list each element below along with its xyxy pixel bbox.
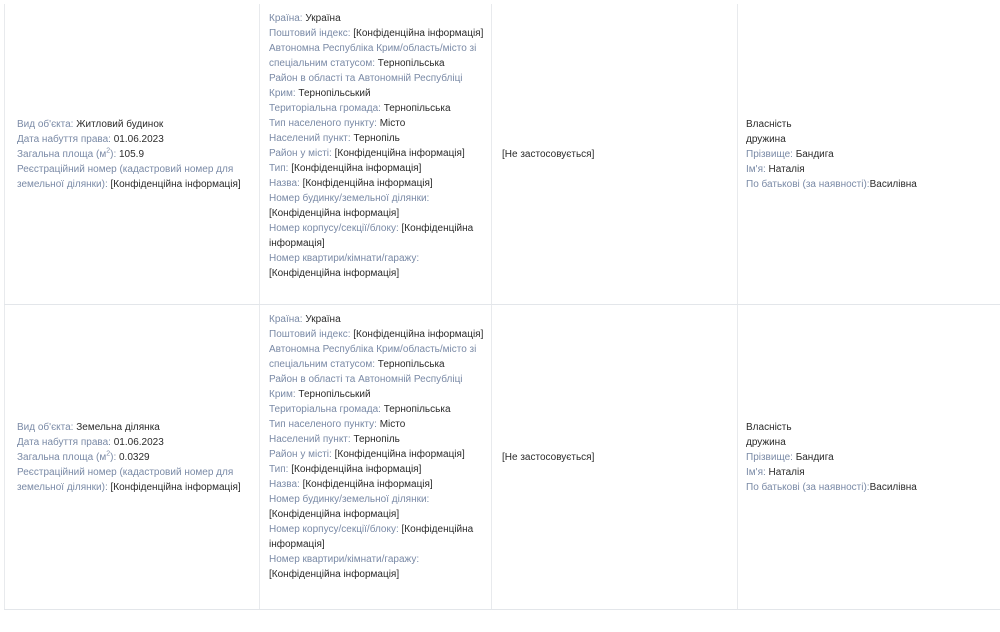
block-number-value: [Конфіденційна інформація] bbox=[269, 223, 474, 249]
type-value: [Конфіденційна інформація] bbox=[291, 464, 422, 475]
block-number-label: Номер корпусу/секції/блоку: bbox=[269, 524, 402, 535]
owner-cell bbox=[738, 305, 1000, 609]
reg-number-value: [Конфіденційна інформація] bbox=[110, 178, 241, 190]
patronymic-label: По батькові (за наявності): bbox=[746, 481, 870, 493]
country-label: Країна: bbox=[269, 13, 306, 24]
house-number-label: Номер будинку/земельної ділянки: bbox=[269, 494, 430, 505]
apartment-number-value: [Конфіденційна інформація] bbox=[269, 268, 400, 279]
community-value: Тернопільська bbox=[383, 404, 451, 415]
area-value: 0.0329 bbox=[119, 451, 150, 463]
first-name-label: Ім'я: bbox=[746, 163, 769, 175]
settlement-value: Тернопіль bbox=[353, 133, 400, 144]
area-value: 105.9 bbox=[119, 148, 145, 160]
object-type-value: Житловий будинок bbox=[76, 118, 164, 130]
settlement-type-label: Тип населеного пункту: bbox=[269, 419, 380, 430]
apartment-number-label: Номер квартири/кімнати/гаражу: bbox=[269, 253, 420, 264]
apartment-number-value: [Конфіденційна інформація] bbox=[269, 569, 400, 580]
acquired-date-value: 01.06.2023 bbox=[113, 436, 164, 448]
block-number-value: [Конфіденційна інформація] bbox=[269, 524, 474, 550]
settlement-type-value: Місто bbox=[379, 419, 406, 430]
name-value: [Конфіденційна інформація] bbox=[302, 178, 433, 189]
not-applicable-text: [Не застосовується] bbox=[502, 451, 595, 463]
reg-number-label: Реєстраційний номер (кадастровий номер для земельної ділянки): bbox=[17, 466, 234, 493]
acquired-date-label: Дата набуття права: bbox=[17, 436, 114, 448]
city-district-value: [Конфіденційна інформація] bbox=[334, 449, 465, 460]
city-district-value: [Конфіденційна інформація] bbox=[334, 148, 465, 159]
type-value: [Конфіденційна інформація] bbox=[291, 163, 422, 174]
name-label: Назва: bbox=[269, 479, 303, 490]
right-type: Власність bbox=[746, 118, 792, 130]
table-row bbox=[4, 305, 1000, 610]
address-cell bbox=[260, 4, 492, 304]
region-label: Автономна Республіка Крим/область/місто зі спеціальним статусом: bbox=[269, 344, 477, 370]
settlement-label: Населений пункт: bbox=[269, 434, 354, 445]
surname-value: Бандига bbox=[795, 148, 834, 160]
type-label: Тип: bbox=[269, 163, 292, 174]
type-label: Тип: bbox=[269, 464, 292, 475]
address-cell bbox=[260, 305, 492, 609]
area-label: Загальна площа $(м^2)$: bbox=[17, 147, 119, 160]
first-name-value: Наталія bbox=[768, 163, 805, 175]
not-applicable-cell bbox=[492, 4, 738, 304]
settlement-value: Тернопіль bbox=[353, 434, 400, 445]
settlement-label: Населений пункт: bbox=[269, 133, 354, 144]
object-info-cell bbox=[4, 305, 260, 609]
region-value: Тернопільська bbox=[377, 58, 445, 69]
district-label: Район в області та Автономній Республіці Крим: bbox=[269, 73, 463, 99]
country-value: Україна bbox=[305, 314, 341, 325]
region-value: Тернопільська bbox=[377, 359, 445, 370]
patronymic-label: По батькові (за наявності): bbox=[746, 178, 870, 190]
district-value: Тернопільський bbox=[298, 389, 371, 400]
region-label: Автономна Республіка Крим/область/місто зі спеціальним статусом: bbox=[269, 43, 477, 69]
surname-label: Прізвище: bbox=[746, 451, 796, 463]
patronymic-value: Василівна bbox=[869, 481, 917, 493]
owner-relation: дружина bbox=[746, 133, 786, 145]
city-district-label: Район у місті: bbox=[269, 148, 335, 159]
object-type-label: Вид об'єкта: bbox=[17, 118, 77, 130]
country-value: Україна bbox=[305, 13, 341, 24]
district-label: Район в області та Автономній Республіці Крим: bbox=[269, 374, 463, 400]
city-district-label: Район у місті: bbox=[269, 449, 335, 460]
patronymic-value: Василівна bbox=[869, 178, 917, 190]
house-number-label: Номер будинку/земельної ділянки: bbox=[269, 193, 430, 204]
property-table bbox=[4, 4, 1000, 610]
house-number-value: [Конфіденційна інформація] bbox=[269, 208, 400, 219]
owner-cell bbox=[738, 4, 1000, 304]
reg-number-label: Реєстраційний номер (кадастровий номер для земельної ділянки): bbox=[17, 163, 234, 190]
first-name-value: Наталія bbox=[768, 466, 805, 478]
postal-value: [Конфіденційна інформація] bbox=[353, 28, 484, 39]
apartment-number-label: Номер квартири/кімнати/гаражу: bbox=[269, 554, 420, 565]
country-label: Країна: bbox=[269, 314, 306, 325]
acquired-date-value: 01.06.2023 bbox=[113, 133, 164, 145]
object-info-cell bbox=[4, 4, 260, 304]
reg-number-value: [Конфіденційна інформація] bbox=[110, 481, 241, 493]
first-name-label: Ім'я: bbox=[746, 466, 769, 478]
community-label: Територіальна громада: bbox=[269, 404, 384, 415]
settlement-type-label: Тип населеного пункту: bbox=[269, 118, 380, 129]
postal-value: [Конфіденційна інформація] bbox=[353, 329, 484, 340]
right-type: Власність bbox=[746, 421, 792, 433]
postal-label: Поштовий індекс: bbox=[269, 329, 354, 340]
district-value: Тернопільський bbox=[298, 88, 371, 99]
acquired-date-label: Дата набуття права: bbox=[17, 133, 114, 145]
name-value: [Конфіденційна інформація] bbox=[302, 479, 433, 490]
object-type-value: Земельна ділянка bbox=[76, 421, 160, 433]
block-number-label: Номер корпусу/секції/блоку: bbox=[269, 223, 402, 234]
community-label: Територіальна громада: bbox=[269, 103, 384, 114]
area-label: Загальна площа $(м^2)$: bbox=[17, 450, 119, 463]
settlement-type-value: Місто bbox=[379, 118, 406, 129]
owner-relation: дружина bbox=[746, 436, 786, 448]
not-applicable-cell bbox=[492, 305, 738, 609]
postal-label: Поштовий індекс: bbox=[269, 28, 354, 39]
object-type-label: Вид об'єкта: bbox=[17, 421, 77, 433]
not-applicable-text: [Не застосовується] bbox=[502, 148, 595, 160]
table-row bbox=[4, 4, 1000, 305]
surname-label: Прізвище: bbox=[746, 148, 796, 160]
house-number-value: [Конфіденційна інформація] bbox=[269, 509, 400, 520]
community-value: Тернопільська bbox=[383, 103, 451, 114]
surname-value: Бандига bbox=[795, 451, 834, 463]
name-label: Назва: bbox=[269, 178, 303, 189]
